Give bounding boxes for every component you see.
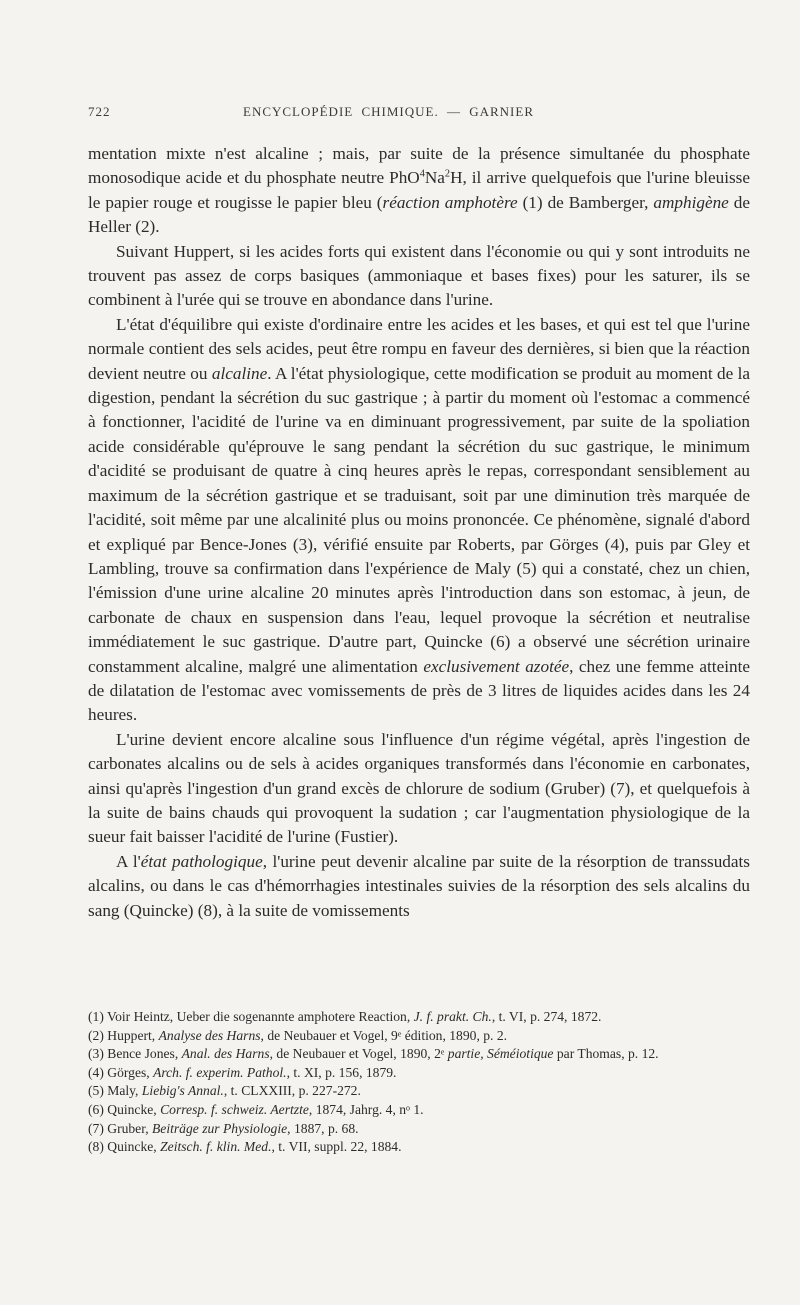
footnote: (1) Voir Heintz, Ueber die sogenannte amphotere Reaction, J. f. prakt. Ch., t. VI, p. 274, 1872. <box>88 1009 602 1024</box>
footnote: (4) Görges, Arch. f. experim. Pathol., t. XI, p. 156, 1879. <box>88 1064 397 1080</box>
paragraph-4: L'urine devient encore alcaline sous l'influence d'un régime végétal, après l'ingestion de carbonates alcalins ou de sels à acides organiques transformés dans l'économie en carbonates, ainsi qu'après l'ingestion d'un grand excès de chlorure de sodium (Gruber) (7), et quelquefois à la suite de bains chauds qui provoquent la sudation ; car l'augmentation physiologique de la sueur fait baisser l'acidité de l'urine (Fustier). <box>88 729 750 847</box>
footnote: (2) Huppert, Analyse des Harns, de Neubauer et Vogel, 9ᵉ édition, 1890, p. 2. <box>88 1027 508 1043</box>
page-number: 722 <box>88 104 111 119</box>
footnote: (7) Gruber, Beiträge zur Physiologie, 1887, p. 68. <box>88 1120 359 1136</box>
paragraph-2: Suivant Huppert, si les acides forts qui existent dans l'économie ou qui y sont introduits ne trouvent pas assez de corps basiques (ammoniaque et bases fixes) pour les saturer, ils se combinent à l'urée qui se trouve en abondance dans l'urine. <box>88 241 750 310</box>
running-header <box>88 104 748 126</box>
paragraph-5: A l'état pathologique, l'urine peut devenir alcaline par suite de la résorption de transsudats alcalins, ou dans le cas d'hémorrhagies intestinales suivies de la résorption des sels alcalins du sang (Quincke) (8), à la suite de vomissements <box>88 851 750 920</box>
footnote: (6) Quincke, Corresp. f. schweiz. Aertzte, 1874, Jahrg. 4, nᵒ 1. <box>88 1101 424 1117</box>
footnote: (5) Maly, Liebig's Annal., t. CLXXIII, p. 227-272. <box>88 1083 361 1099</box>
paragraph-1: mentation mixte n'est alcaline ; mais, par suite de la présence simultanée du phosphate monosodique acide et du phosphate neutre PhO$^4$Na$^2$H, il arrive quelquefois que l'urine bleuisse le papier rouge et rougisse le papier bleu (réaction amphotère (1) de Bamberger, amphigène de Heller (2). <box>88 144 750 237</box>
footnote: (8) Quincke, Zeitsch. f. klin. Med., t. VII, suppl. 22, 1884. <box>88 1139 402 1155</box>
footnotes <box>88 1008 750 1157</box>
running-title: ENCYCLOPÉDIE CHIMIQUE. — GARNIER <box>243 104 534 119</box>
paragraph-3: L'état d'équilibre qui existe d'ordinaire entre les acides et les bases, et qui est tel que l'urine normale contient des sels acides, peut être rompu en faveur des dernières, si bien que la réaction devient neutre ou alcaline. A l'état physiologique, cette modification se produit au moment de la digestion, pendant la sécrétion du suc gastrique ; à partir du moment où l'estomac a commencé à fonctionner, l'acidité de l'urine va en diminuant progressivement, par suite de la spoliation acide considérable qu'éprouve le sang pendant la sécrétion du suc gastrique, le minimum d'acidité se produisant de quatre à cinq heures après le repas, correspondant sensiblement au maximum de la sécrétion gastrique et se traduisant, soit par une diminution très marquée de l'acidité, soit même par une alcalinité plus ou moins prononcée. Ce phénomène, signalé d'abord et expliqué par Bence-Jones (3), vérifié ensuite par Roberts, par Görges (4), puis par Gley et Lambling, trouve sa confirmation dans l'expérience de Maly (5) qui a constaté, chez un chien, l'émission d'une urine alcaline 20 minutes après l'introduction dans son estomac, à jeun, de carbonate de chaux en suspension dans l'eau, lequel provoque la sécrétion et neutralise immédiatement le suc gastrique. D'autre part, Quincke (6) a observé une sécrétion urinaire constamment alcaline, malgré une alimentation exclusivement azotée, chez une femme atteinte de dilatation de l'estomac avec vomissements de près de 3 litres de liquides acides dans les 24 heures. <box>88 314 750 725</box>
footnote: (3) Bence Jones, Anal. des Harns, de Neubauer et Vogel, 1890, 2ᵉ partie, Séméiotique par Thomas, p. 12. <box>88 1046 659 1062</box>
body-text <box>88 142 750 923</box>
